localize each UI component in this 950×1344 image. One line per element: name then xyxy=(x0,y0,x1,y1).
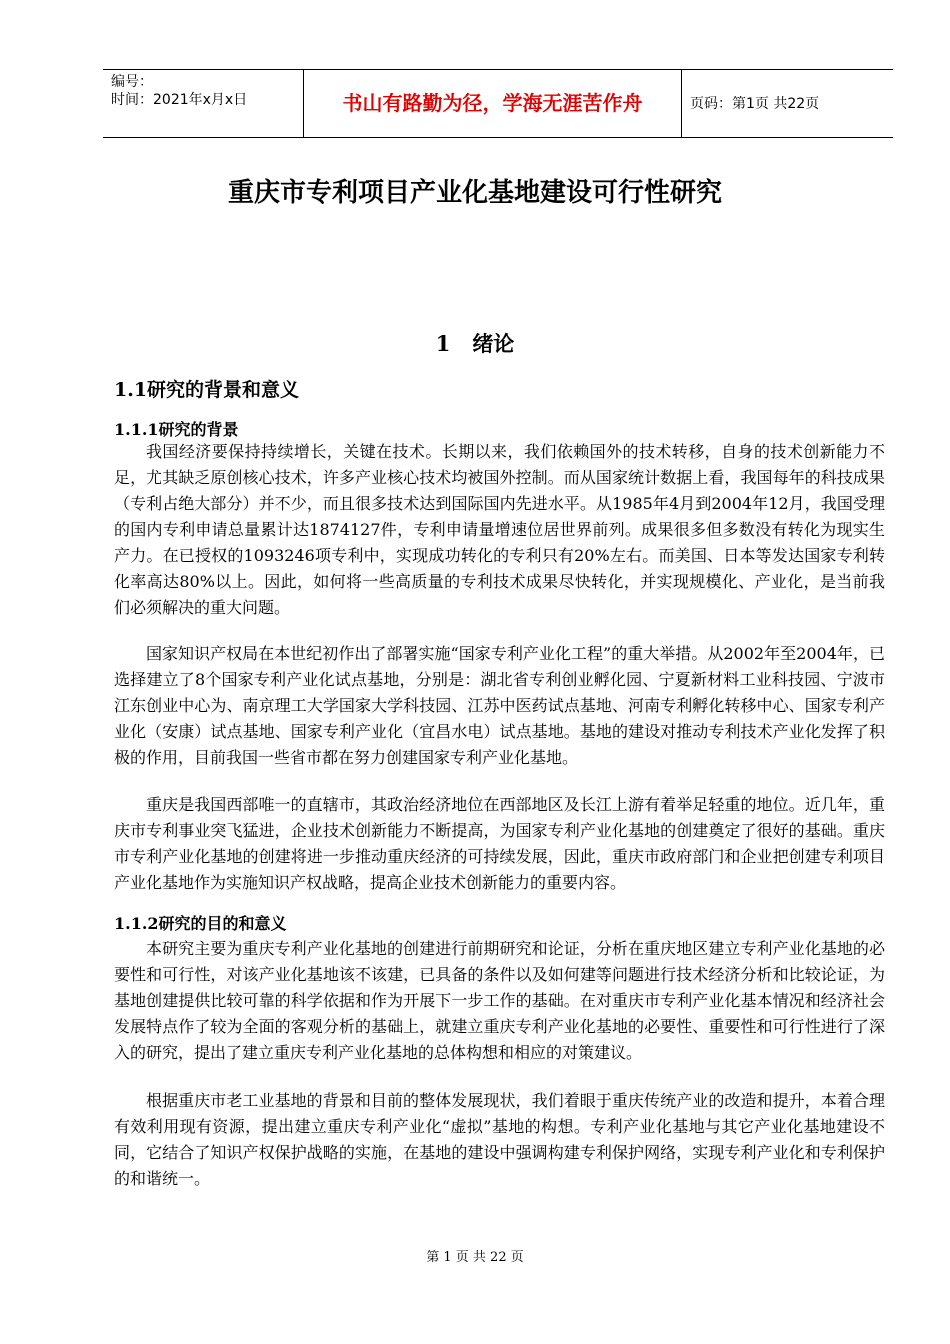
header-motto-cell xyxy=(304,70,682,137)
page-footer: 第 1 页 共 22 页 xyxy=(426,1250,524,1265)
chapter-title: 绪论 xyxy=(472,331,515,356)
chapter-heading xyxy=(0,330,950,358)
document-title: 重庆市专利项目产业化基地建设可行性研究 xyxy=(227,178,722,208)
paragraph-background-1: 我国经济要保持持续增长，关键在技术。长期以来，我们依赖国外的技术转移，自身的技术创新能力不足，尤其缺乏原创核心技术，许多产业核心技术均被国外控制。而从国家统计数据上看，我国每年的科技成果（专利占绝大部分）并不少，而且很多技术达到国际国内先进水平。从1985年4月到2004年12月，我国受理的国内专利申请总量累计达1874127件，专利申请量增速位居世界前列。成果很多但多数没有转化为现实生产力。在已授权的1093246项专利中，实现成功转化的专利只有20%左右。而美国、日本等发达国家专利转化率高达80%以上。因此，如何将一些高质量的专利技术成果尽快转化，并实现规模化、产业化，是当前我们必须解决的重大问题。 xyxy=(114,442,885,617)
paragraph-purpose-2: 根据重庆市老工业基地的背景和目前的整体发展现状，我们着眼于重庆传统产业的改造和提升，本着合理有效利用现有资源，提出建立重庆专利产业化“虚拟”基地的构想。专利产业化基地与其它产业化基地建设不同，它结合了知识产权保护战略的实施，在基地的建设中强调构建专利保护网络，实现专利产业化和专利保护的和谐统一。 xyxy=(114,1091,885,1188)
header-left-cell xyxy=(103,70,304,137)
section-heading-1-1-2: 1.1.2研究的目的和意义 xyxy=(114,914,287,933)
number-label: 编号： xyxy=(111,74,153,90)
paragraph-background-3: 重庆是我国西部唯一的直辖市，其政治经济地位在西部地区及长江上游有着举足轻重的地位。近几年，重庆市专利事业突飞猛进，企业技术创新能力不断提高，为国家专利产业化基地的创建奠定了很好的基础。重庆市专利产业化基地的创建将进一步推动重庆经济的可持续发展，因此，重庆市政府部门和企业把创建专利项目产业化基地作为实施知识产权战略，提高企业技术创新能力的重要内容。 xyxy=(114,795,885,892)
header-table xyxy=(103,69,893,138)
header-page-cell xyxy=(682,70,893,137)
section-heading-1-1-1: 1.1.1研究的背景 xyxy=(114,420,239,439)
paragraph-purpose-1: 本研究主要为重庆专利产业化基地的创建进行前期研究和论证，分析在重庆地区建立专利产业化基地的必要性和可行性，对该产业化基地该不该建，已具备的条件以及如何建等问题进行技术经济分析和比较论证，为基地创建提供比较可靠的科学依据和作为开展下一步工作的基础。在对重庆市专利产业化基本情况和经济社会发展特点作了较为全面的客观分析的基础上，就建立重庆专利产业化基地的必要性、重要性和可行性进行了深入的研究，提出了建立重庆专利产业化基地的总体构想和相应的对策建议。 xyxy=(114,939,885,1062)
section-heading-1-1: 1.1研究的背景和意义 xyxy=(114,379,300,401)
motto-text: 书山有路勤为径，学海无涯苦作舟 xyxy=(342,91,643,115)
paragraph-background-2: 国家知识产权局在本世纪初作出了部署实施“国家专利产业化工程”的重大举措。从2002年至2004年，已选择建立了8个国家专利产业化试点基地，分别是：湖北省专利创业孵化园、宁夏新材料工业科技园、宁波市江东创业中心为、南京理工大学国家大学科技园、江苏中医药试点基地、河南专利孵化转移中心、国家专利产业化（安康）试点基地、国家专利产业化（宜昌水电）试点基地。基地的建设对推动专利技术产业化发挥了积极的作用，目前我国一些省市都在努力创建国家专利产业化基地。 xyxy=(114,644,885,767)
page-info: 页码：第1页 共22页 xyxy=(690,96,820,112)
time-label: 时间：2021年x月x日 xyxy=(111,92,248,108)
chapter-number: 1 xyxy=(435,331,451,356)
